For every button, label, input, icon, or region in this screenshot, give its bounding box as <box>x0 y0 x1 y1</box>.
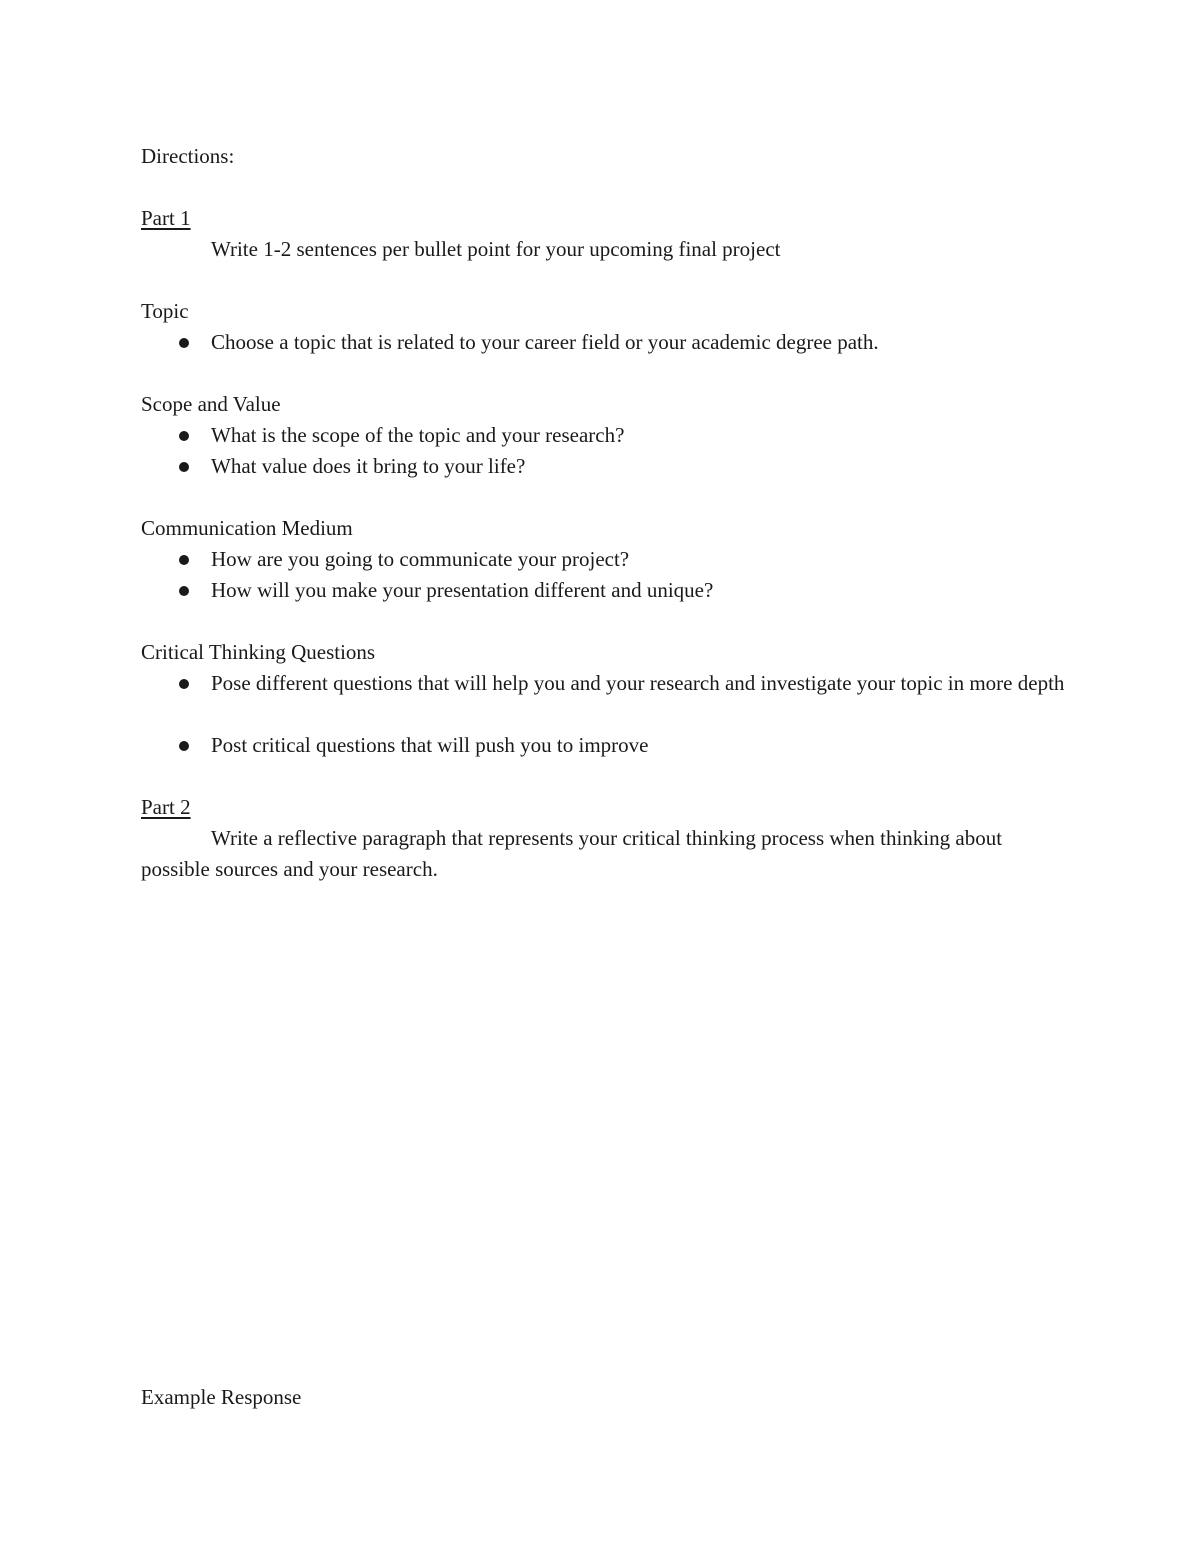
bullet-icon <box>179 741 189 751</box>
bullet-icon <box>179 431 189 441</box>
bullet-icon <box>179 338 189 348</box>
example-response-label: Example Response <box>141 1385 302 1409</box>
section-heading-scope-value: Scope and Value <box>141 392 281 416</box>
section-heading-topic: Topic <box>141 299 189 323</box>
list-item-text: What value does it bring to your life? <box>211 454 526 478</box>
bullet-icon <box>179 462 189 472</box>
list-item-text: Post critical questions that will push you to improve <box>211 733 649 757</box>
list-item <box>141 544 1071 575</box>
part2-instruction: Write a reflective paragraph that represents your critical thinking process when thinking about possible sources and your research. <box>141 826 1003 881</box>
part2-heading: Part 2 <box>141 795 191 819</box>
list-item-text: Choose a topic that is related to your career field or your academic degree path. <box>211 330 879 354</box>
directions-label: Directions: <box>141 144 235 168</box>
list-item-text: Pose different questions that will help you and your research and investigate your topic in more depth <box>211 671 1065 695</box>
list-item <box>141 420 1071 451</box>
list-item-text: How are you going to communicate your project? <box>211 547 630 571</box>
section-heading-critical-thinking: Critical Thinking Questions <box>141 640 376 664</box>
list-item <box>141 730 1071 761</box>
bullet-icon <box>179 555 189 565</box>
section-heading-communication-medium: Communication Medium <box>141 516 353 540</box>
list-item <box>141 451 1071 482</box>
list-item <box>141 668 1071 699</box>
list-item-text: How will you make your presentation different and unique? <box>211 578 714 602</box>
part1-instruction: Write 1-2 sentences per bullet point for your upcoming final project <box>211 237 781 261</box>
bullet-icon <box>179 679 189 689</box>
bullet-icon <box>179 586 189 596</box>
part1-heading: Part 1 <box>141 206 191 230</box>
list-item <box>141 575 1071 606</box>
list-item-text: What is the scope of the topic and your research? <box>211 423 625 447</box>
list-item <box>141 327 1071 358</box>
